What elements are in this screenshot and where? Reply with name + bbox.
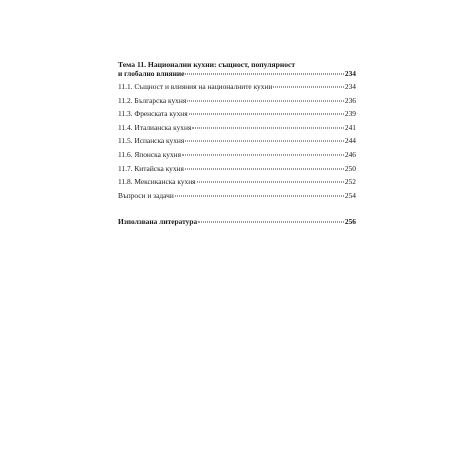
entry-label: 11.8. Мексиканска кухня — [118, 177, 196, 187]
chapter-title-row — [118, 69, 356, 78]
entry-label: 11.1. Същност и влияния на националните кухни — [118, 82, 273, 91]
dot-leader — [192, 127, 344, 128]
entry-label: 11.2. Българска кухня — [118, 95, 187, 105]
entry-label: 11.6. Японска кухня — [118, 149, 182, 159]
entry-label: 11.4. Италианска кухня — [118, 122, 192, 132]
toc-entry-11-3 — [118, 109, 356, 118]
toc-entry-11-5 — [118, 136, 356, 145]
entry-label: 11.7. Китайска кухня — [118, 163, 184, 173]
chapter-title-line-1: Тема 11. Национални кухни: същност, популярност — [118, 60, 296, 69]
dot-leader — [198, 221, 344, 222]
entry-page-number: 254 — [344, 190, 356, 200]
entry-page-number: 246 — [344, 149, 356, 159]
toc-entry-11-8 — [118, 177, 356, 186]
toc-entry-11-2 — [118, 96, 356, 105]
entry-page-number: 250 — [344, 163, 356, 173]
entry-label: 11.5. Испанска кухня — [118, 136, 185, 146]
dot-leader — [187, 100, 344, 101]
table-of-contents — [118, 60, 356, 226]
toc-entry-11-7 — [118, 164, 356, 173]
entry-page-number: 241 — [344, 122, 356, 132]
toc-entry-11-1 — [118, 82, 356, 91]
entry-label: Въпроси и задачи — [118, 190, 174, 200]
bibliography-page-number: 256 — [344, 216, 356, 226]
dot-leader — [185, 168, 344, 169]
dot-leader — [175, 195, 344, 196]
bibliography-label: Използвана литература — [118, 216, 198, 226]
dot-leader — [197, 182, 344, 183]
dot-leader — [189, 114, 344, 115]
section-list — [118, 82, 356, 200]
entry-page-number: 234 — [344, 82, 356, 91]
toc-entry-11-4 — [118, 123, 356, 132]
chapter-page-number: 234 — [344, 69, 356, 78]
dot-leader — [273, 87, 344, 88]
entry-label: 11.3. Френската кухня — [118, 109, 188, 119]
entry-page-number: 236 — [344, 95, 356, 105]
dot-leader — [185, 74, 343, 75]
toc-entry-11-6 — [118, 150, 356, 159]
dot-leader — [182, 154, 344, 155]
chapter-entry — [118, 60, 356, 78]
entry-page-number: 239 — [344, 109, 356, 119]
toc-entry-questions — [118, 191, 356, 200]
entry-page-number: 252 — [344, 177, 356, 187]
chapter-title-line-2: и глобално влияние — [118, 69, 185, 78]
entry-page-number: 244 — [344, 136, 356, 146]
dot-leader — [185, 141, 344, 142]
toc-entry-bibliography — [118, 217, 356, 226]
